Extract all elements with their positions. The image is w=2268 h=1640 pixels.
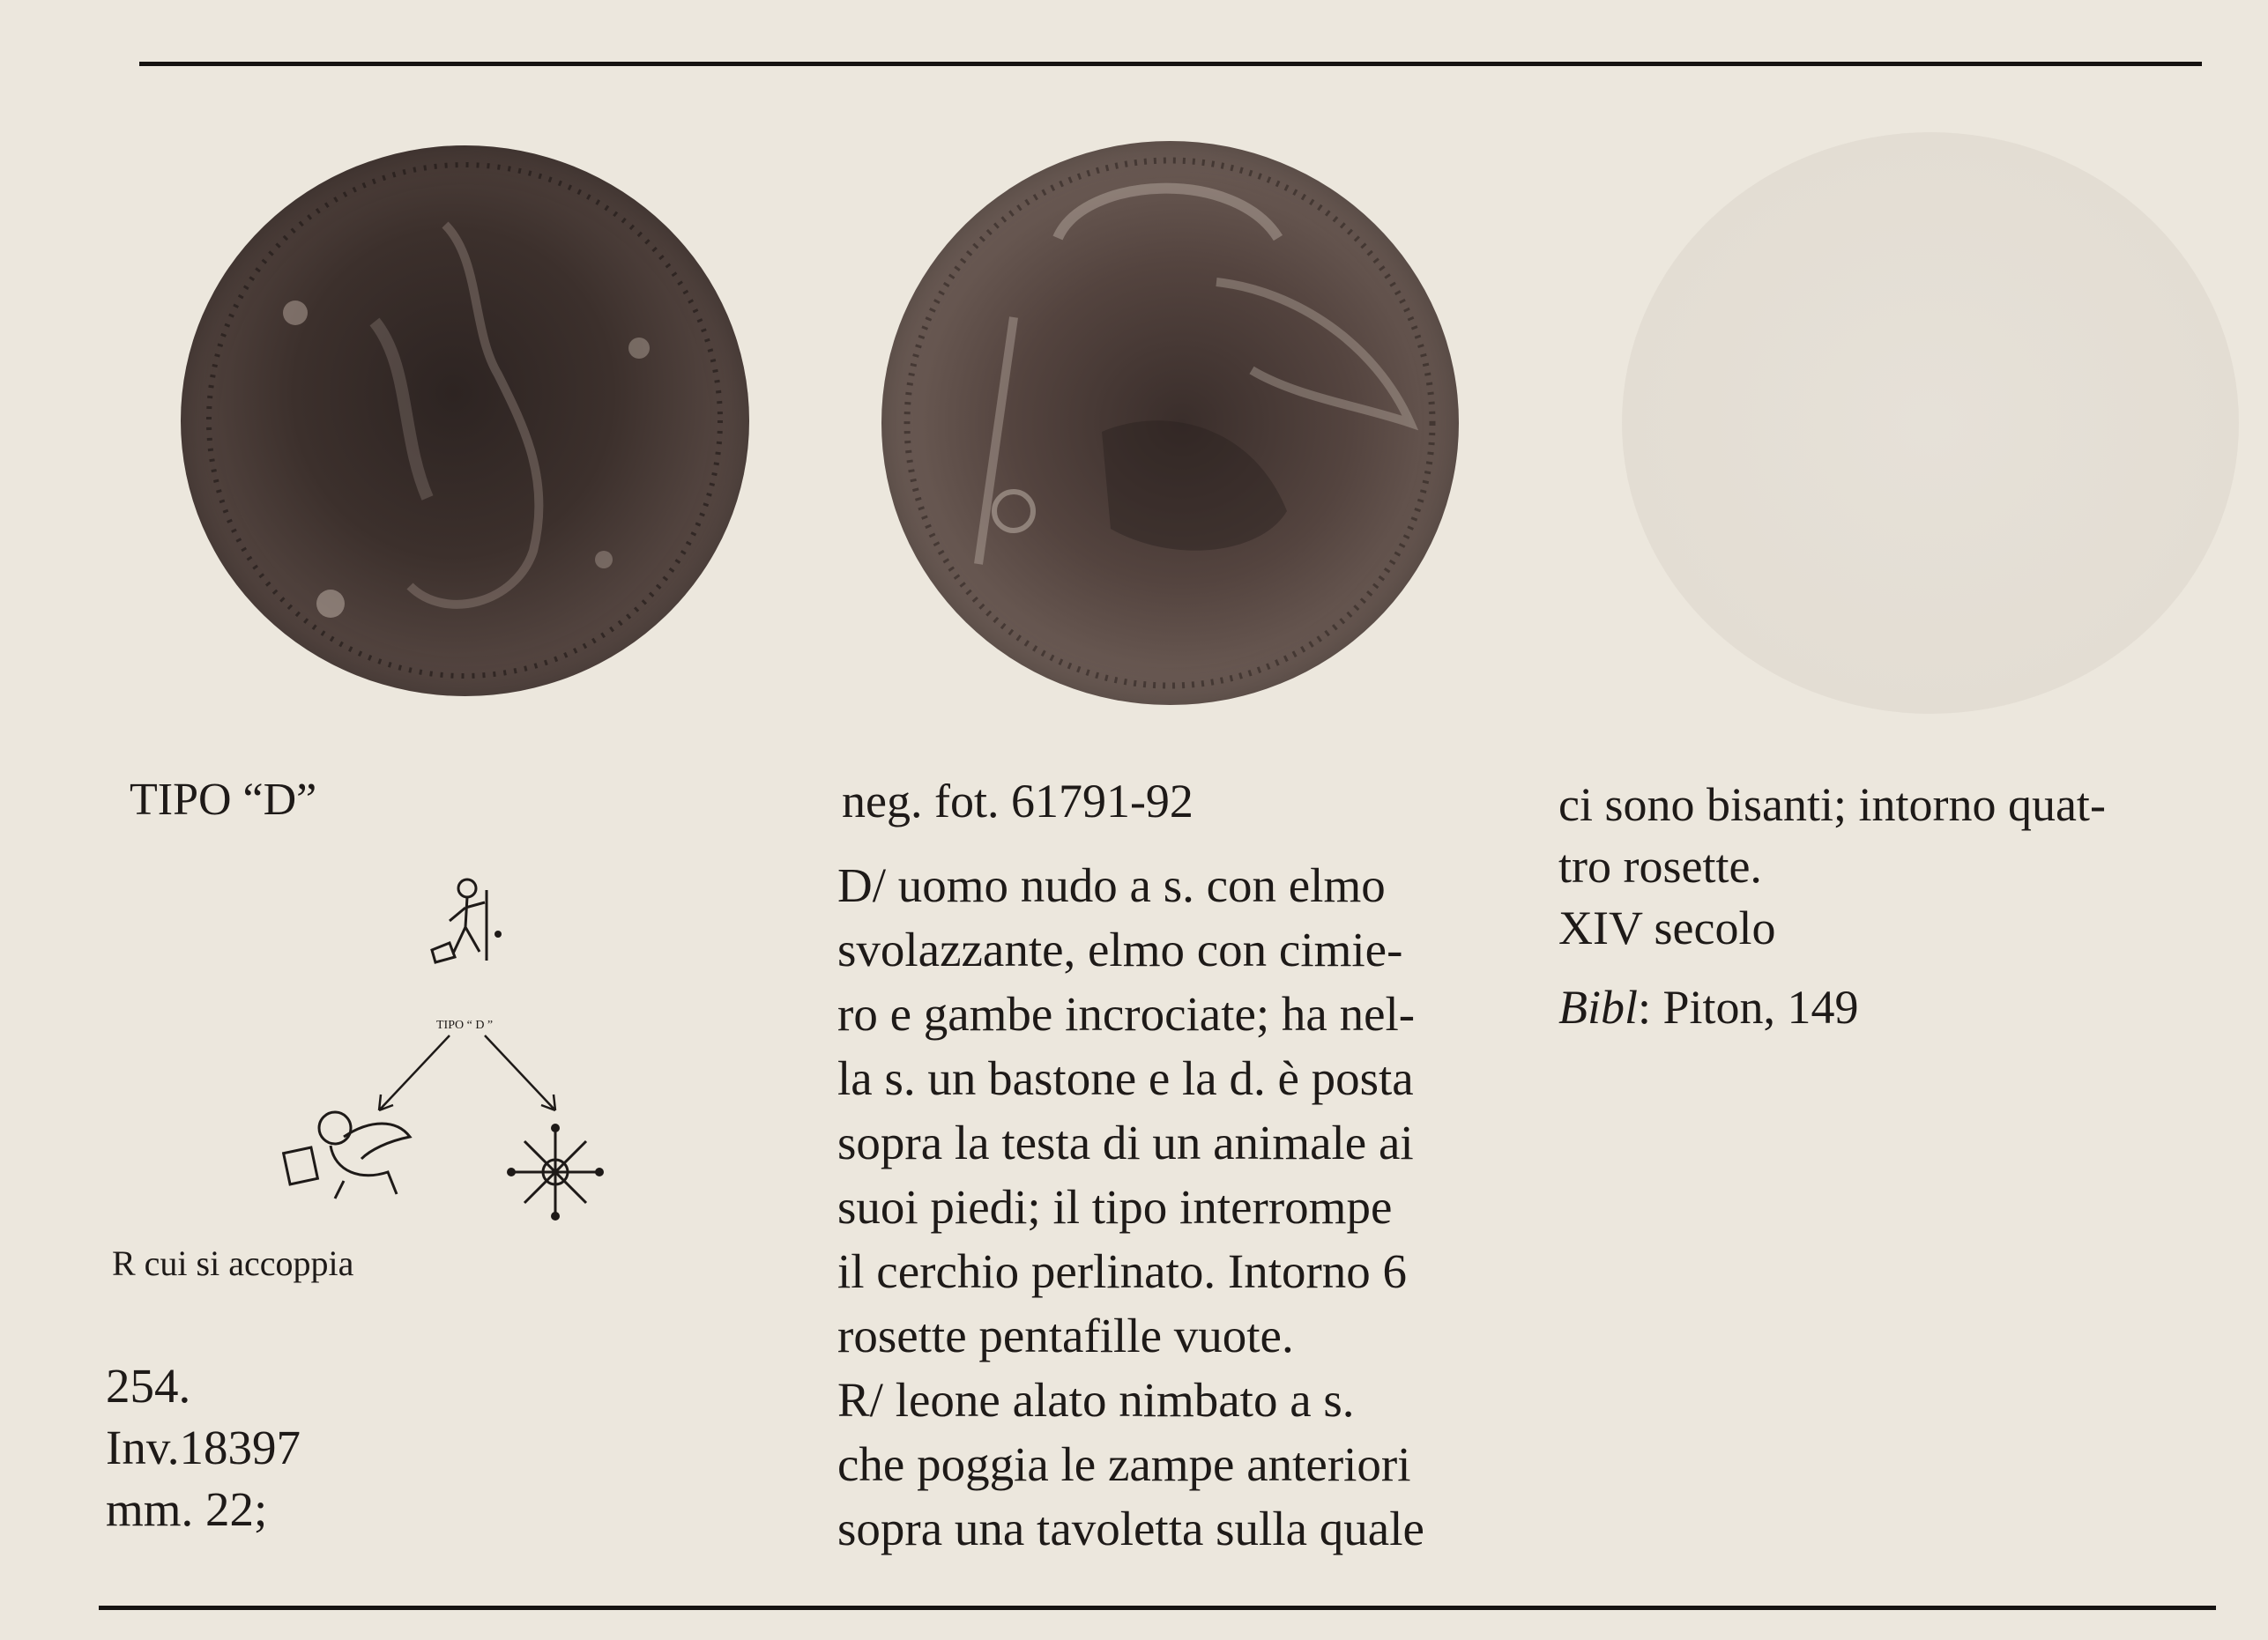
rosette-cross-icon — [502, 1119, 608, 1225]
winged-lion-icon — [282, 1102, 414, 1207]
description-continuation-line: tro rosette. — [1558, 840, 1762, 893]
inventory-number: Inv.18397 — [106, 1421, 301, 1474]
diagram-label: TIPO “ D ” — [436, 1019, 494, 1032]
bibliography — [1558, 976, 1859, 1038]
type-diagram — [282, 864, 652, 1234]
coin-reverse-photo — [881, 141, 1459, 705]
description-continuation-line: ci sono bisanti; intorno quat- — [1558, 778, 2106, 831]
top-rule — [139, 62, 2202, 66]
description-line: suoi piedi; il tipo interrompe — [837, 1180, 1393, 1234]
bibliography-text: : Piton, 149 — [1638, 981, 1859, 1034]
coin-size: mm. 22; — [106, 1482, 268, 1536]
description-line: R/ leone alato nimbato a s. — [837, 1373, 1355, 1427]
standing-figure-icon — [414, 872, 520, 978]
photo-negative-ref: neg. fot. 61791-92 — [842, 775, 1193, 827]
coin-obverse-photo — [181, 145, 749, 696]
description-line: svolazzante, elmo con cimie- — [837, 923, 1403, 976]
description-line: ro e gambe incrociate; ha nel- — [837, 987, 1416, 1041]
diagram-caption: R cui si accoppia — [112, 1243, 354, 1283]
century: XIV secolo — [1558, 902, 1776, 954]
catalog-number: 254. — [106, 1359, 191, 1413]
description-line: il cerchio perlinato. Intorno 6 — [837, 1244, 1408, 1298]
description-line: sopra la testa di un animale ai — [837, 1116, 1414, 1169]
type-title: TIPO “D” — [130, 775, 317, 825]
description-line: sopra una tavoletta sulla quale — [837, 1502, 1424, 1555]
bottom-rule — [99, 1606, 2216, 1610]
bibliography-label: Bibl — [1558, 981, 1638, 1034]
description-line: rosette pentafille vuote. — [837, 1309, 1294, 1362]
description-line: la s. un bastone e la d. è posta — [837, 1051, 1414, 1105]
description-line: che poggia le zampe anteriori — [837, 1437, 1411, 1491]
blank-coin-area — [1622, 132, 2239, 714]
description-line: D/ uomo nudo a s. con elmo — [837, 858, 1386, 912]
